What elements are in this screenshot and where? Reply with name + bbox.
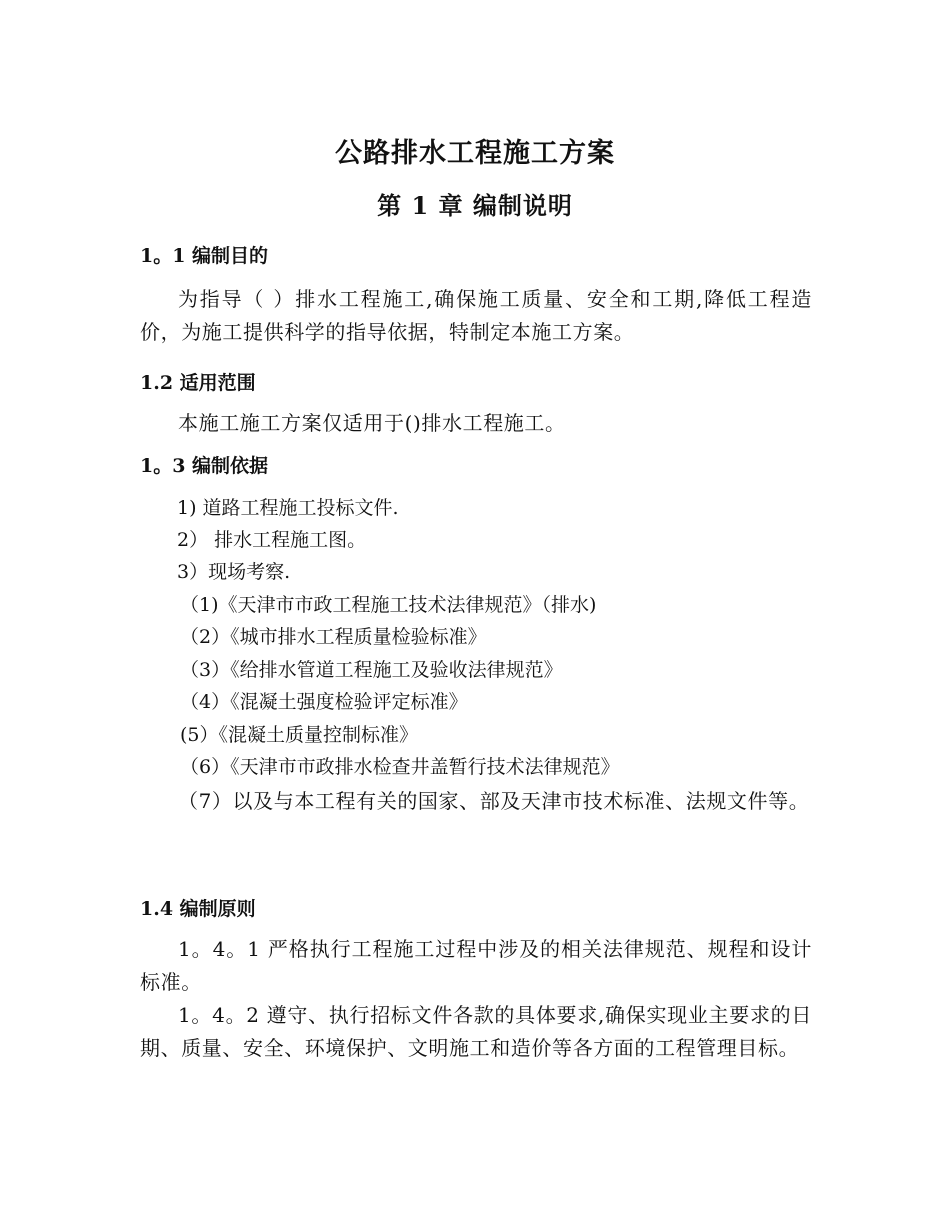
chapter-title: 第 1 章 编制说明 bbox=[377, 191, 573, 220]
section-1-1-paragraph: 为指导（ ）排水工程施工,确保施工质量、安全和工期,降低工程造价，为施工提供科学的指导依据，特制定本施工方案。 bbox=[140, 287, 812, 344]
list-item: （3）《给排水管道工程施工及验收法律规范》 bbox=[180, 659, 563, 681]
section-1-4-1-paragraph: 1。4。1 严格执行工程施工过程中涉及的相关法律规范、规程和设计标准。 bbox=[140, 937, 812, 994]
list-item: （6）《天津市市政排水检查井盖暂行技术法律规范》 bbox=[180, 756, 620, 778]
list-item: (5）《混凝土质量控制标准》 bbox=[180, 724, 419, 746]
section-heading-1-4: 1.4 编制原则 bbox=[140, 898, 256, 920]
list-item: 2） 排水工程施工图。 bbox=[177, 529, 367, 551]
list-item: 1) 道路工程施工投标文件. bbox=[177, 497, 399, 519]
list-item: （2）《城市排水工程质量检验标准》 bbox=[180, 626, 487, 648]
list-item: 3）现场考察. bbox=[177, 561, 291, 583]
section-1-2-paragraph: 本施工施工方案仅适用于()排水工程施工。 bbox=[178, 411, 566, 435]
list-item-7: （7）以及与本工程有关的国家、部及天津市技术标准、法规文件等。 bbox=[178, 789, 810, 813]
list-item: （4）《混凝土强度检验评定标准》 bbox=[180, 691, 468, 713]
list-item: （1)《天津市市政工程施工技术法律规范》（排水) bbox=[180, 594, 597, 616]
section-heading-1-3: 1。3 编制依据 bbox=[140, 455, 269, 477]
section-heading-1-1: 1。1 编制目的 bbox=[140, 245, 269, 267]
section-1-4-2-paragraph: 1。4。2 遵守、执行招标文件各款的具体要求,确保实现业主要求的日期、质量、安全、环境保护、文明施工和造价等各方面的工程管理目标。 bbox=[140, 1003, 812, 1060]
document-title: 公路排水工程施工方案 bbox=[335, 138, 615, 169]
section-heading-1-2: 1.2 适用范围 bbox=[140, 372, 256, 394]
